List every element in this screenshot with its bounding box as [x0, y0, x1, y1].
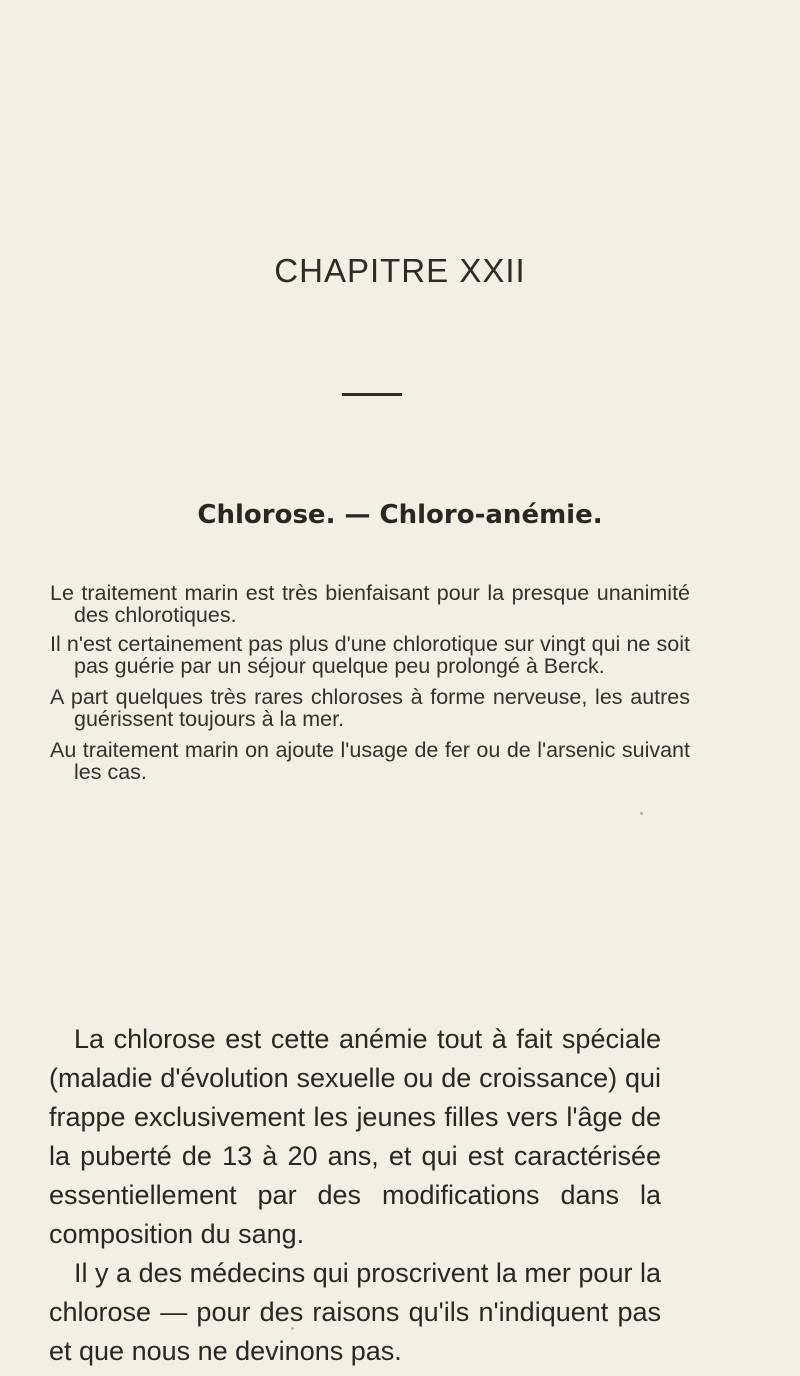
summary-paragraph: Le traitement marin est très bienfaisant pour la presque unanimité des chlorotiques.	[50, 581, 690, 627]
paper-speck	[291, 1327, 294, 1330]
title-rule	[342, 393, 402, 396]
section-heading: Chlorose. — Chloro-anémie.	[197, 500, 603, 530]
summary-paragraph: A part quelques très rares chloroses à forme nerveuse, les autres guérissent toujours à la mer.	[50, 685, 690, 731]
paper-speck	[640, 812, 643, 815]
chapter-summary	[50, 582, 690, 789]
summary-paragraph: Il n'est certainement pas plus d'une chlorotique sur vingt qui ne soit pas guérie par un séjour quelque peu prolongé à Berck.	[50, 632, 690, 678]
summary-paragraph: Au traitement marin on ajoute l'usage de fer ou de l'arsenic suivant les cas.	[50, 738, 690, 784]
body-text	[49, 1020, 661, 1371]
chapter-title: CHAPITRE XXII	[274, 252, 526, 289]
body-paragraph: Il y a des médecins qui proscrivent la mer pour la chlorose — pour des raisons qu'ils n'indiquent pas et que nous ne devinons pas.	[49, 1258, 661, 1366]
body-paragraph: La chlorose est cette anémie tout à fait spéciale (maladie d'évolution sexuelle ou de croissance) qui frappe exclusivement les jeunes filles vers l'âge de la puberté de 13 à 20 ans, et qui est caractérisée essentiellement par des modifications dans la composition du sang.	[49, 1024, 661, 1249]
